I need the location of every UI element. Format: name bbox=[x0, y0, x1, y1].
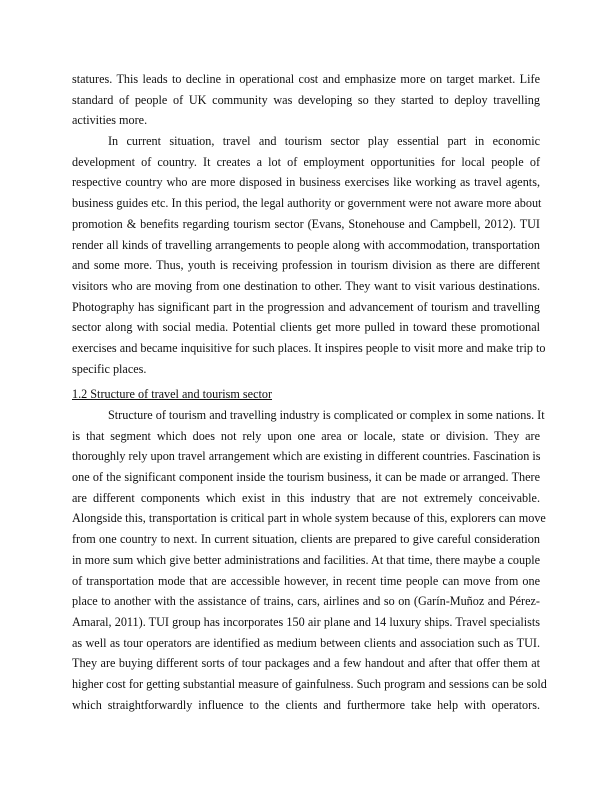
text-line: sector along with social media. Potential clients get more pulled in toward these promotional bbox=[72, 320, 540, 335]
text-line: Structure of tourism and travelling industry is complicated or complex in some nations. It bbox=[108, 408, 545, 422]
text-line: development of country. It creates a lot of employment opportunities for local people of bbox=[72, 154, 540, 169]
text-line: one of the significant component inside the tourism business, it can be made or arranged. There bbox=[72, 470, 540, 485]
text-line: of transportation mode that are accessible however, in recent time people can move from one bbox=[72, 573, 540, 588]
text-line: visitors who are moving from one destination to other. They want to visit various destinations. bbox=[72, 278, 540, 293]
text-line: They are buying different sorts of tour packages and a few handout and after that offer them at bbox=[72, 656, 540, 671]
text-line: promotion & benefits regarding tourism sector (Evans, Stonehouse and Campbell, 2012). TUI bbox=[72, 216, 540, 231]
text-line: respective country who are more disposed in business exercises like working as travel agents, bbox=[72, 175, 540, 190]
text-line: and some more. Thus, youth is receiving profession in tourism division as there are different bbox=[72, 258, 540, 273]
text-line: In current situation, travel and tourism sector play essential part in economic bbox=[108, 134, 540, 149]
text-line: Amaral, 2011). TUI group has incorporates 150 air plane and 14 luxury ships. Travel specialists bbox=[72, 614, 540, 629]
section-heading: 1.2 Structure of travel and tourism sector bbox=[72, 387, 273, 402]
text-line: Photography has significant part in the progression and advancement of tourism and travelling bbox=[72, 299, 540, 314]
paragraph bbox=[72, 69, 540, 131]
text-line: exercises and became inquisitive for such places. It inspires people to visit more and make trip to bbox=[72, 340, 546, 355]
text-line: render all kinds of travelling arrangements to people along with accommodation, transportation bbox=[72, 237, 540, 252]
paragraph bbox=[72, 131, 546, 379]
text-line: place to another with the assistance of trains, cars, airlines and so on (Garín-Muñoz and Pérez- bbox=[72, 594, 540, 609]
text-line: Alongside this, transportation is critical part in whole system because of this, explorers can move bbox=[72, 511, 546, 526]
text-line: higher cost for getting substantial measure of gainfulness. Such program and sessions can be sold bbox=[72, 676, 547, 691]
text-line: activities more. bbox=[72, 113, 148, 128]
text-line: are different components which exist in this industry that are not extremely conceivable. bbox=[72, 490, 540, 505]
text-line: standard of people of UK community was developing so they started to deploy travelling bbox=[72, 92, 540, 107]
text-line: statures. This leads to decline in operational cost and emphasize more on target market. Life bbox=[72, 72, 540, 86]
text-line: in more sum which give better administrations and facilities. At that time, there maybe a couple bbox=[72, 552, 540, 567]
text-line: which straightforwardly influence to the clients and furthermore take help with operators. bbox=[72, 697, 540, 712]
text-line: as well as tour operators are identified as medium between clients and association such as TUI. bbox=[72, 635, 540, 650]
text-line: business guides etc. In this period, the legal authority or government were not aware more about bbox=[72, 196, 542, 211]
text-line: specific places. bbox=[72, 361, 147, 376]
document-page bbox=[72, 69, 547, 715]
text-line: from one country to next. In current situation, clients are prepared to give careful consideration bbox=[72, 532, 540, 547]
text-line: thoroughly rely upon travel arrangement which are existing in different countries. Fascination is bbox=[72, 449, 541, 464]
paragraph bbox=[72, 405, 547, 715]
text-line: is that segment which does not rely upon one area or locale, state or division. They are bbox=[72, 428, 540, 443]
